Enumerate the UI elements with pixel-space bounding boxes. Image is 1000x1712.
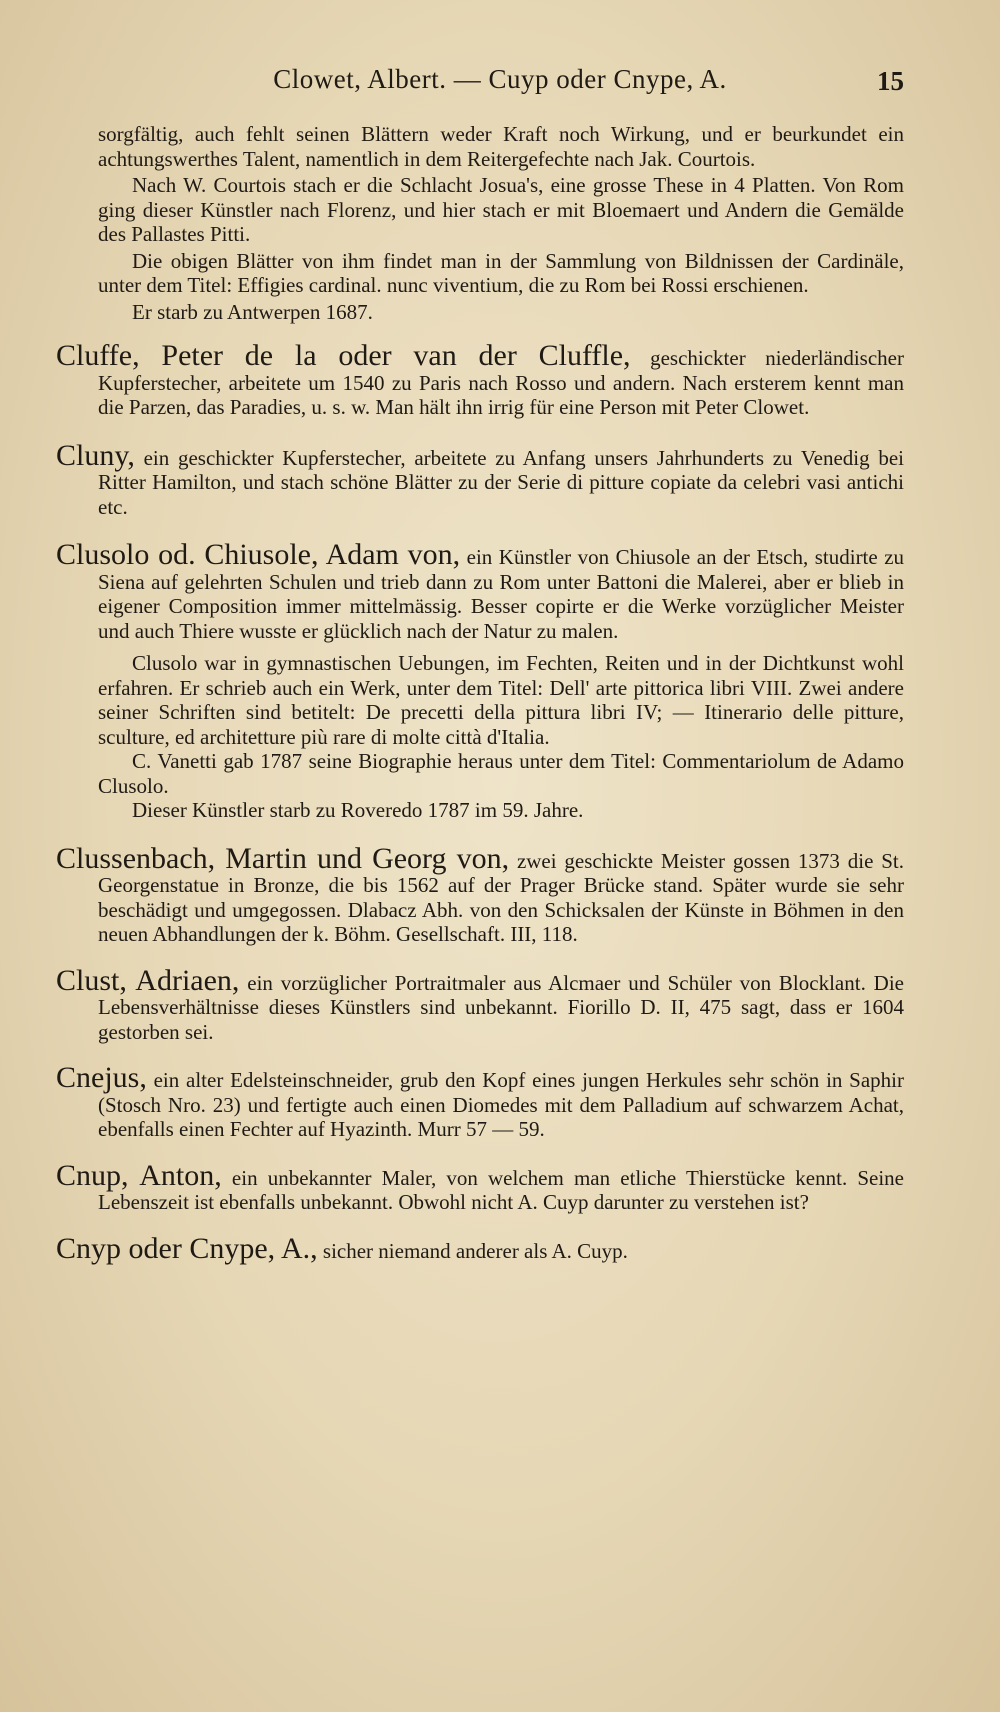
page-number: 15 <box>877 66 904 96</box>
page-header <box>60 64 940 114</box>
entry-headword: Cnyp oder Cnype, A., <box>56 1231 318 1265</box>
dictionary-entry <box>56 1061 904 1142</box>
entry-text: ein vorzüglicher Portraitmaler aus Alcmaer und Schüler von Blocklant. Die Lebensverhältnisse dieses Künstlers sind unbekannt. Fiorillo D. II, 475 sagt, dass er 1604 gestorben sei. <box>98 970 905 1044</box>
entry-headword: Cluny, <box>56 438 135 472</box>
dictionary-entry <box>56 438 904 520</box>
entry-text: ein Künstler von Chiusole an der Etsch, studirte zu Siena auf gelehrten Schulen und trieb dann zu Rom unter Battoni die Malerei, aber er blieb in eigener Composition immer mittelmässig. Besser copirte er die Werke vorzüglicher Meister und auch Thiere wusste er glücklich nach der Natur zu malen. <box>98 545 905 643</box>
paragraph: C. Vanetti gab 1787 seine Biographie heraus unter dem Titel: Commentariolum de Adamo Clusolo. <box>98 749 904 798</box>
dictionary-entry <box>56 1158 904 1215</box>
entry-headword: Clussenbach, Martin und Georg von, <box>56 841 510 875</box>
dictionary-entry <box>56 841 904 947</box>
entry-text: ein alter Edelsteinschneider, grub den Kopf eines jungen Herkules sehr schön in Saphir (Stosch Nro. 23) und fertigte auch einen Diomedes mit dem Palladium auf schwarzem Achat, ebenfalls einen Fechter auf Hyazinth. Murr 57 — 59. <box>98 1068 904 1141</box>
dictionary-entry <box>56 963 905 1045</box>
page-body <box>56 122 905 1265</box>
entry-text: zwei geschickte Meister gossen 1373 die St. Georgenstatue in Bronze, die bis 1562 auf der Prager Brücke stand. Später wurde sie sehr beschädigt und umgegossen. Dlabacz Abh. von den Schicksalen der Künste in Böhmen in den neuen Abhandlungen der k. Böhm. Gesellschaft. III, 118. <box>98 848 904 946</box>
dictionary-entry <box>56 1231 904 1265</box>
entry-text: geschickter niederländischer Kupferstecher, arbeitete um 1540 zu Paris nach Rosso und andern. Nach ersterem kennt man die Parzen, das Paradies, u. s. w. Man hält ihn irrig für eine Person mit Peter Clowet. <box>98 346 904 419</box>
entry-headword: Clust, Adriaen, <box>56 963 240 997</box>
entry-headword: Clusolo od. Chiusole, Adam von, <box>56 538 461 571</box>
paragraph: Nach W. Courtois stach er die Schlacht Josua's, eine grosse These in 4 Platten. Von Rom ging dieser Künstler nach Florenz, und hier stach er mit Bloemaert und Andern die Gemälde des Pallastes Pitti. <box>98 173 904 246</box>
paragraph: sorgfältig, auch fehlt seinen Blättern weder Kraft noch Wirkung, und er beurkundet ein achtungswerthes Talent, namentlich in dem Reitergefechte nach Jak. Courtois. <box>98 122 904 171</box>
entry-headword: Cnejus, <box>56 1061 147 1094</box>
dictionary-entry <box>56 538 905 823</box>
paragraph: Die obigen Blätter von ihm findet man in der Sammlung von Bildnissen der Cardinäle, unter dem Titel: Effigies cardinal. nunc viventium, die zu Rom bei Rossi erschienen. <box>98 248 904 297</box>
entry-headword: Cnup, Anton, <box>56 1158 222 1192</box>
entry-headword: Cluffe, Peter de la oder van der Cluffle, <box>56 339 631 372</box>
continuation-text <box>98 122 904 324</box>
paragraph: Clusolo war in gymnastischen Uebungen, im Fechten, Reiten und in der Dichtkunst wohl erfahren. Er schrieb auch ein Werk, unter dem Titel: Dell' arte pittorica libri VIII. Zwei andere seiner Schriften sind betitelt: De precetti della pittura libri IV; — Itinerario delle pitture, sculture, ed architetture più rare di molte città d'Italia. <box>98 651 904 749</box>
entry-text: sicher niemand anderer als A. Cuyp. <box>322 1238 628 1263</box>
paragraph: Dieser Künstler starb zu Roveredo 1787 im 59. Jahre. <box>132 798 584 822</box>
dictionary-entry <box>56 339 904 420</box>
running-head: Clowet, Albert. — Cuyp oder Cnype, A. <box>273 64 727 94</box>
paragraph: Er starb zu Antwerpen 1687. <box>132 299 373 324</box>
entry-text: ein unbekannter Maler, von welchem man etliche Thierstücke kennt. Seine Lebenszeit ist ebenfalls unbekannt. Obwohl nicht A. Cuyp darunter zu verstehen ist? <box>98 1165 904 1214</box>
entry-text: ein geschickter Kupferstecher, arbeitete zu Anfang unsers Jahrhunderts zu Venedig bei Ritter Hamilton, und stach schöne Blätter zu der Serie di pitture copiate da celebri vasi antichi etc. <box>98 445 904 519</box>
